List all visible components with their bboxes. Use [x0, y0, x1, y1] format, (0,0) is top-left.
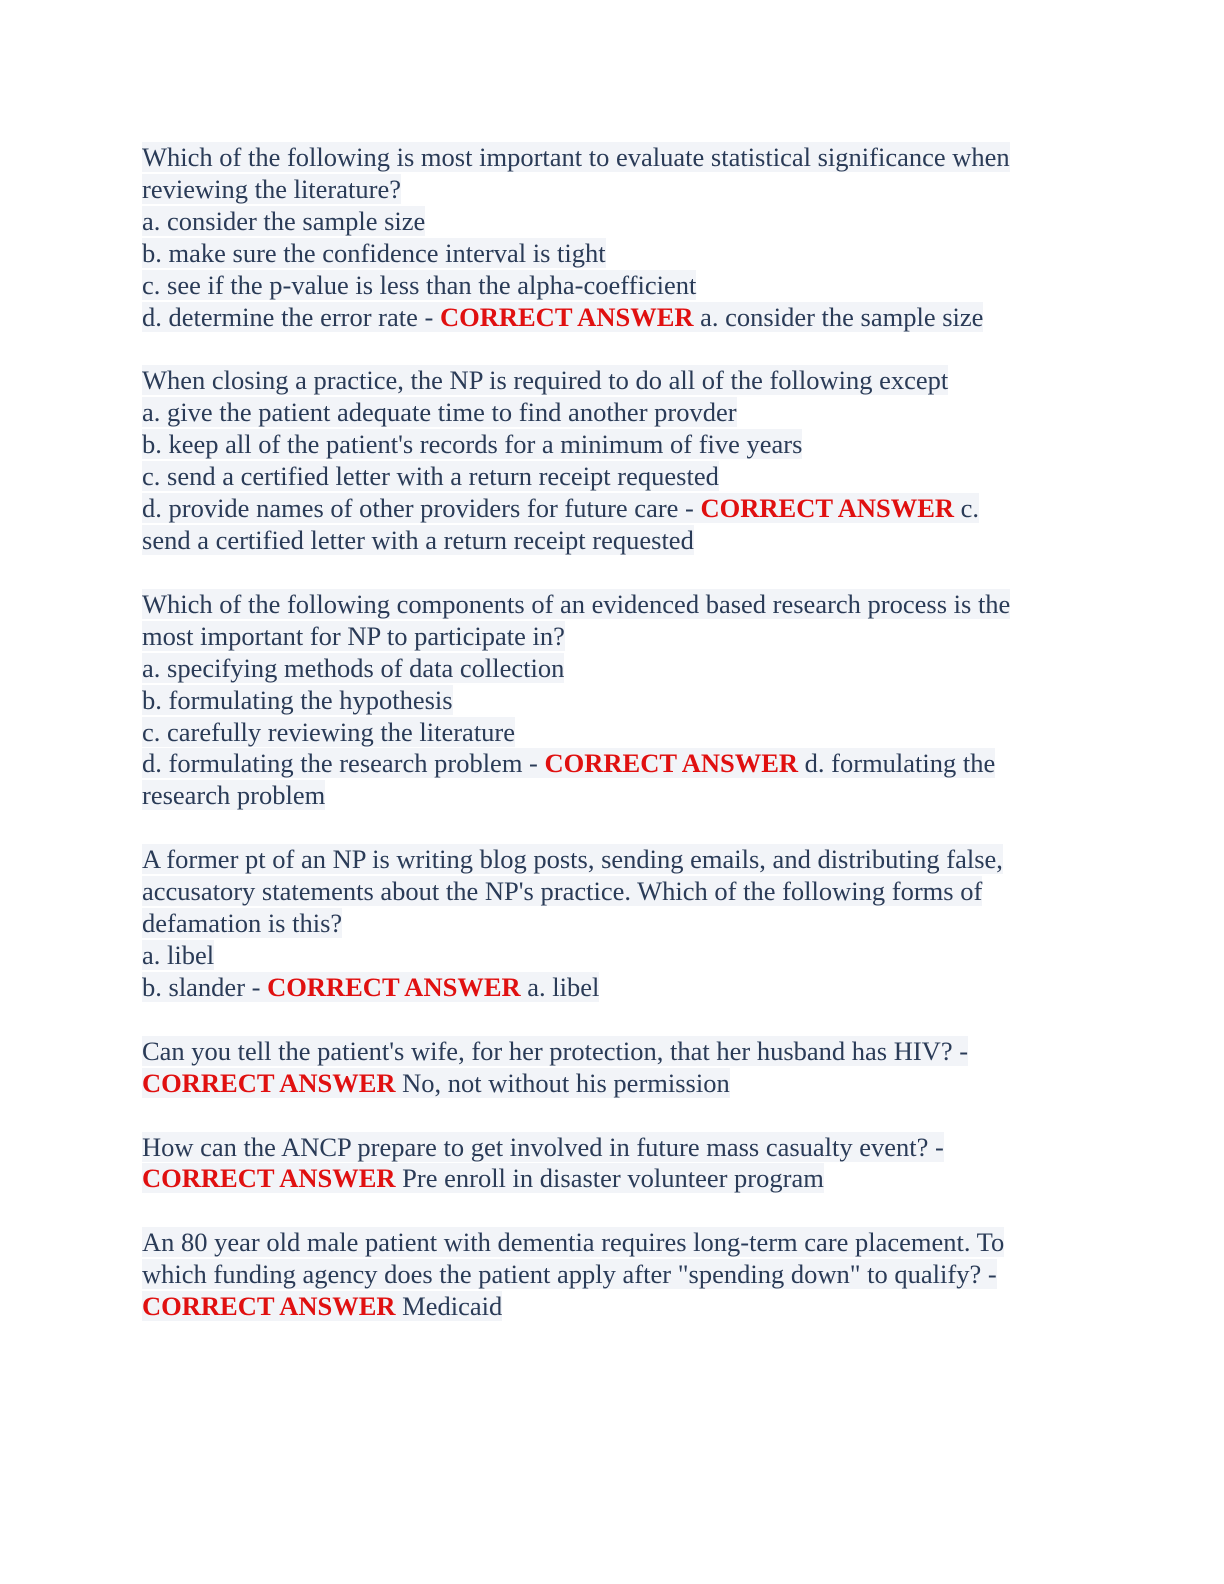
- line-text: c. carefully reviewing the literature: [142, 716, 516, 747]
- line-text: b. keep all of the patient's records for a minimum of five years: [142, 429, 803, 460]
- line-highlight: [142, 302, 983, 332]
- line-highlight: [142, 589, 1010, 619]
- line-text: defamation is this?: [142, 908, 343, 939]
- text-line: [142, 1132, 1072, 1164]
- answer-text: d. formulating the: [798, 748, 996, 779]
- line-text: a. consider the sample size: [142, 205, 426, 236]
- line-highlight: [142, 493, 979, 523]
- line-highlight: [142, 525, 694, 555]
- line-highlight: [142, 1227, 1004, 1257]
- text-line: [142, 174, 1072, 206]
- line-text: most important for NP to participate in?: [142, 620, 565, 651]
- text-line: [142, 302, 1072, 334]
- text-line: [142, 1068, 1072, 1100]
- line-highlight: [142, 174, 401, 204]
- line-highlight: [142, 206, 425, 236]
- line-text: An 80 year old male patient with dementia requires long-term care placement. To: [142, 1227, 1005, 1258]
- text-line: [142, 653, 1072, 685]
- text-line: [142, 270, 1072, 302]
- line-highlight: [142, 940, 214, 970]
- text-line: [142, 365, 1072, 397]
- line-text: b. make sure the confidence interval is tight: [142, 237, 606, 268]
- question-block: [142, 1036, 1072, 1100]
- answer-text: No, not without his permission: [395, 1067, 730, 1098]
- text-line: [142, 908, 1072, 940]
- text-line: [142, 844, 1072, 876]
- line-text: b. slander -: [142, 971, 268, 1002]
- line-highlight: [142, 780, 325, 810]
- line-text: c. see if the p-value is less than the alpha-coefficient: [142, 269, 697, 300]
- line-highlight: [142, 270, 696, 300]
- line-text: research problem: [142, 780, 326, 811]
- line-highlight: [142, 1163, 824, 1193]
- text-line: [142, 621, 1072, 653]
- text-line: [142, 972, 1072, 1004]
- line-text: c. send a certified letter with a return receipt requested: [142, 461, 719, 492]
- answer-text: c.: [954, 493, 980, 524]
- line-text: reviewing the literature?: [142, 173, 401, 204]
- text-line: [142, 525, 1072, 557]
- correct-answer-label: CORRECT ANSWER: [700, 493, 955, 524]
- text-line: [142, 717, 1072, 749]
- line-text: a. libel: [142, 939, 215, 970]
- text-line: [142, 876, 1072, 908]
- text-line: [142, 940, 1072, 972]
- line-highlight: [142, 1068, 730, 1098]
- correct-answer-label: CORRECT ANSWER: [142, 1163, 396, 1194]
- text-line: [142, 1036, 1072, 1068]
- line-highlight: [142, 1259, 997, 1289]
- line-highlight: [142, 1132, 944, 1162]
- line-text: a. specifying methods of data collection: [142, 652, 565, 683]
- line-text: which funding agency does the patient apply after "spending down" to qualify? -: [142, 1259, 997, 1290]
- line-text: Which of the following components of an evidenced based research process is the: [142, 588, 1011, 619]
- question-block: [142, 365, 1072, 556]
- text-line: [142, 748, 1072, 780]
- line-text: d. formulating the research problem -: [142, 748, 545, 779]
- correct-answer-label: CORRECT ANSWER: [544, 748, 799, 779]
- line-text: accusatory statements about the NP's practice. Which of the following forms of: [142, 876, 983, 907]
- line-highlight: [142, 397, 737, 427]
- line-highlight: [142, 908, 342, 938]
- line-text: a. give the patient adequate time to find another provder: [142, 397, 737, 428]
- answer-text: a. consider the sample size: [693, 301, 984, 332]
- question-block: [142, 142, 1072, 333]
- line-highlight: [142, 365, 948, 395]
- correct-answer-label: CORRECT ANSWER: [142, 1067, 396, 1098]
- line-text: Can you tell the patient's wife, for her protection, that her husband has HIV? -: [142, 1035, 969, 1066]
- line-highlight: [142, 1036, 968, 1066]
- line-highlight: [142, 653, 564, 683]
- text-line: [142, 780, 1072, 812]
- question-block: [142, 1132, 1072, 1196]
- line-highlight: [142, 621, 565, 651]
- line-highlight: [142, 876, 982, 906]
- text-line: [142, 1291, 1072, 1323]
- line-text: How can the ANCP prepare to get involved in future mass casualty event? -: [142, 1131, 944, 1162]
- line-text: d. provide names of other providers for future care -: [142, 493, 701, 524]
- line-text: b. formulating the hypothesis: [142, 684, 453, 715]
- question-block: [142, 1227, 1072, 1323]
- line-text: When closing a practice, the NP is required to do all of the following except: [142, 365, 949, 396]
- text-line: [142, 206, 1072, 238]
- question-block: [142, 589, 1072, 812]
- text-line: [142, 461, 1072, 493]
- line-highlight: [142, 429, 802, 459]
- line-text: A former pt of an NP is writing blog posts, sending emails, and distributing false,: [142, 844, 1003, 875]
- line-highlight: [142, 717, 515, 747]
- text-line: [142, 589, 1072, 621]
- text-line: [142, 1227, 1072, 1259]
- answer-text: Medicaid: [395, 1291, 503, 1322]
- correct-answer-label: CORRECT ANSWER: [267, 971, 521, 1002]
- line-text: send a certified letter with a return receipt requested: [142, 524, 694, 555]
- line-highlight: [142, 685, 453, 715]
- line-highlight: [142, 748, 995, 778]
- text-line: [142, 238, 1072, 270]
- line-text: d. determine the error rate -: [142, 301, 440, 332]
- line-highlight: [142, 844, 1003, 874]
- text-line: [142, 1163, 1072, 1195]
- line-highlight: [142, 972, 599, 1002]
- line-highlight: [142, 238, 606, 268]
- line-highlight: [142, 461, 719, 491]
- line-text: Which of the following is most important to evaluate statistical significance when: [142, 142, 1010, 172]
- text-line: [142, 493, 1072, 525]
- answer-text: a. libel: [520, 971, 600, 1002]
- line-highlight: [142, 142, 1010, 172]
- text-line: [142, 142, 1072, 174]
- text-line: [142, 397, 1072, 429]
- correct-answer-label: CORRECT ANSWER: [142, 1291, 396, 1322]
- line-highlight: [142, 1291, 502, 1321]
- text-line: [142, 685, 1072, 717]
- document-page: [142, 142, 1072, 1355]
- correct-answer-label: CORRECT ANSWER: [439, 301, 694, 332]
- question-block: [142, 844, 1072, 1004]
- answer-text: Pre enroll in disaster volunteer program: [395, 1163, 824, 1194]
- text-line: [142, 1259, 1072, 1291]
- text-line: [142, 429, 1072, 461]
